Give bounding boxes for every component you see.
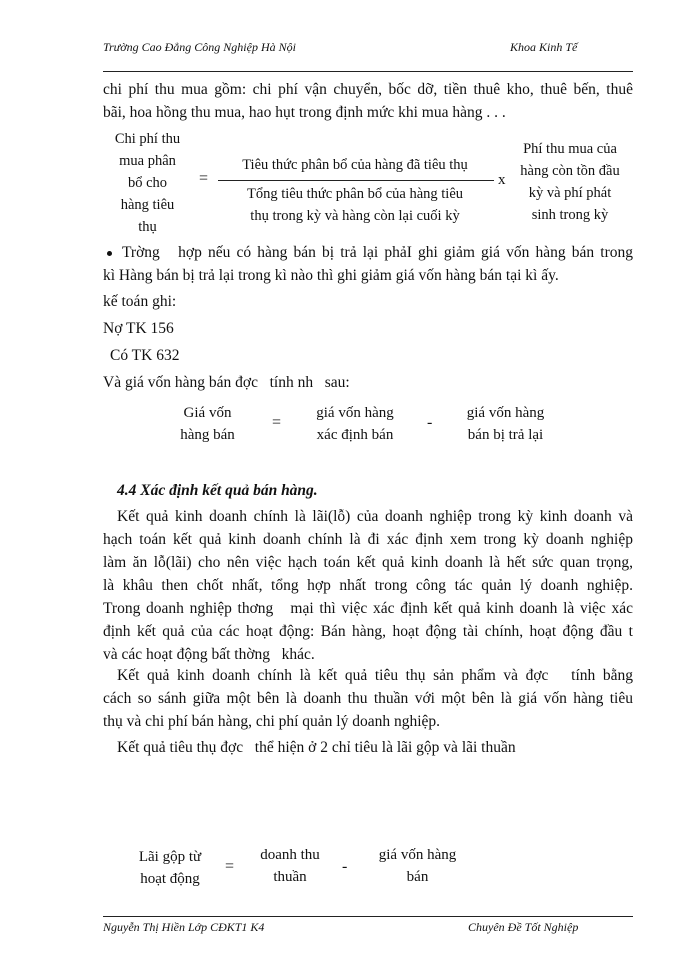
para1-line-4: là khâu then chốt nhất, tổng hợp nhất trong công tác quản lý doanh nghiệp. <box>103 577 633 594</box>
formula1-denominator: Tổng tiêu thức phân bổ của hàng tiêu thụ trong kỳ và hàng còn lại cuối kỳ <box>246 186 464 224</box>
para3: Kết quả tiêu thụ đợc thể hiện ở 2 chỉ tiêu là lãi gộp và lãi thuần <box>117 739 516 756</box>
bullet-dot <box>107 251 112 256</box>
footer-rule <box>103 916 633 917</box>
entry-credit: Có TK 632 <box>110 347 180 364</box>
formula2-equals: = <box>272 414 282 431</box>
para1-line-1: Kết quả kinh doanh chính là lãi(lỗ) của doanh nghiệp trong kỳ kinh doanh và <box>117 508 633 525</box>
para1-line-5: Trong doanh nghiệp thơng mại thì việc xác định kết quả kinh doanh là việc xác <box>103 600 633 617</box>
formula3-minus: - <box>342 858 348 875</box>
formula2-minus: - <box>427 414 433 431</box>
para1-line-3: làm ăn lỗ(lãi) cho nên việc hạch toán kết quả kinh doanh là hết sức quan trọng, <box>103 554 633 571</box>
header-left: Trường Cao Đẳng Công Nghiệp Hà Nội <box>103 40 296 54</box>
para1-line-2: hạch toán kết quả kinh doanh chính là đi xác định xem trong kỳ doanh nghiệp <box>103 531 633 548</box>
bullet-line-2: kì Hàng bán bị trả lại trong kì nào thì ghi giảm giá vốn hàng bán tại kì ấy. <box>103 267 559 284</box>
footer-right: Chuyên Đề Tốt Nghiệp <box>468 920 579 934</box>
footer-left: Nguyễn Thị Hiền Lớp CĐKT1 K4 <box>103 920 265 934</box>
formula1-lhs: Chi phí thu mua phân bổ cho hàng tiêu thụ <box>114 131 181 235</box>
formula1-equals: = <box>199 170 209 187</box>
section-title: 4.4 Xác định kết quả bán hàng. <box>117 482 318 499</box>
para2-line-1: Kết quả kinh doanh chính là kết quả tiêu thụ sản phẩm và đợc tính bằng <box>117 667 633 684</box>
para1-line-6: định kết quả của các hoạt động: Bán hàng, hoạt động tài chính, hoạt động đầu t <box>103 623 633 640</box>
formula3-equals: = <box>225 858 235 875</box>
formula2-lhs: Giá vốn hàng bán <box>180 405 235 443</box>
formula1-rhs: Phí thu mua của hàng còn tồn đầu kỳ và phí phát sinh trong kỳ <box>520 141 620 223</box>
para2-line-3: thụ và chi phí bán hàng, chi phí quản lý doanh nghiệp. <box>103 713 441 730</box>
price-intro: Và giá vốn hàng bán đợc tính nh sau: <box>103 374 350 391</box>
header-right: Khoa Kinh Tế <box>510 40 578 54</box>
formula1-numerator: Tiêu thức phân bổ của hàng đã tiêu thụ <box>242 157 468 173</box>
formula3-a: doanh thu thuần <box>260 847 320 885</box>
header-rule <box>103 71 633 72</box>
formula3-lhs: Lãi gộp từ hoạt động <box>138 849 202 887</box>
formula3-b: giá vốn hàng bán <box>378 847 457 885</box>
para1-line-7: và các hoạt động bất thờng khác. <box>103 646 315 663</box>
entry-debit: Nợ TK 156 <box>103 320 174 337</box>
formula1-fraction-bar <box>218 180 494 181</box>
intro-line-2: bãi, hoa hồng thu mua, hao hụt trong định mức khi mua hàng . . . <box>103 104 506 121</box>
entry-intro: kế toán ghi: <box>103 293 177 310</box>
formula2-b: giá vốn hàng bán bị trả lại <box>466 405 545 443</box>
bullet-line-1: Trờng hợp nếu có hàng bán bị trả lại phảI ghi giảm giá vốn hàng bán trong <box>122 244 633 261</box>
formula1-times: x <box>498 172 506 188</box>
para2-line-2: cách so sánh giữa một bên là doanh thu thuần với một bên là giá vốn hàng tiêu <box>103 690 633 707</box>
intro-line-1: chi phí thu mua gồm: chi phí vận chuyển, bốc dỡ, tiền thuê kho, thuê bến, thuê <box>103 81 633 98</box>
formula2-a: giá vốn hàng xác định bán <box>316 405 394 443</box>
